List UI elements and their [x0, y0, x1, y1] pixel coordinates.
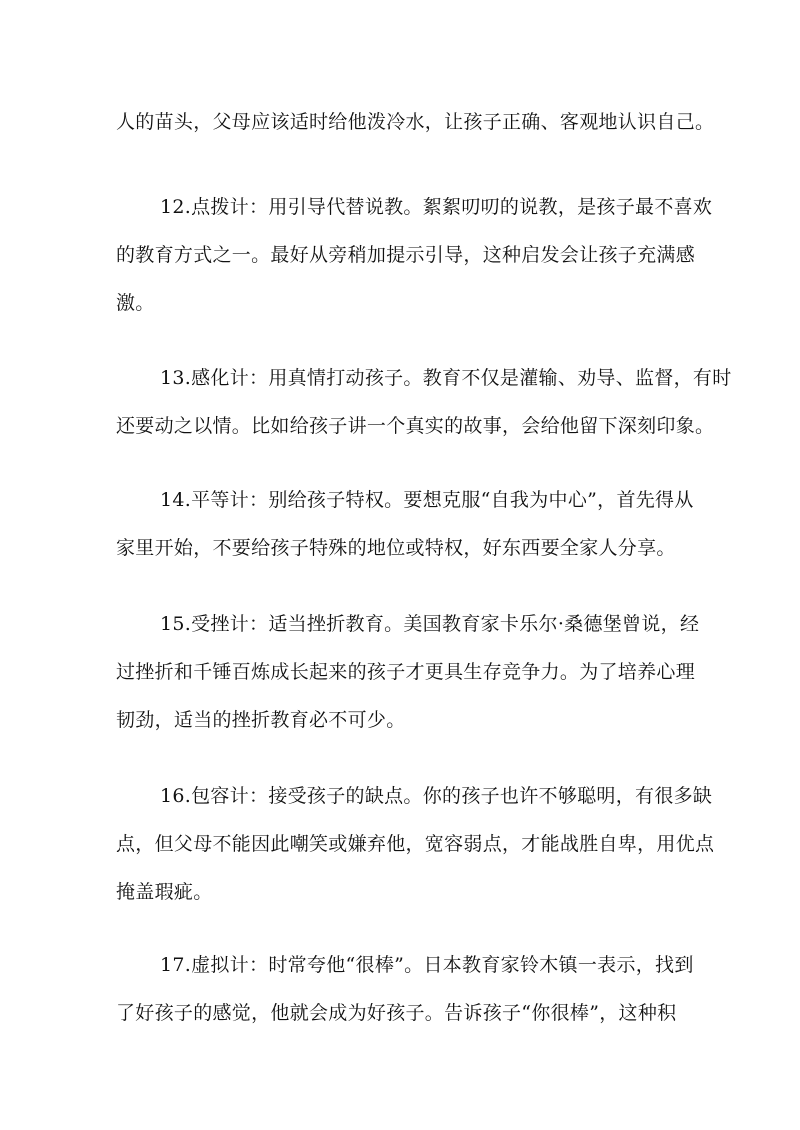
- text-line: 掩盖瑕疵。: [116, 881, 213, 903]
- paragraph-tip-16: [116, 772, 715, 916]
- paragraph-intro-continuation: [116, 98, 715, 146]
- text-line: 过挫折和千锤百炼成长起来的孩子才更具生存竞争力。为了培养心理: [116, 661, 696, 683]
- text-line: 韧劲，适当的挫折教育必不可少。: [116, 709, 406, 731]
- text-line: 13.感化计：用真情打动孩子。教育不仅是灌输、劝导、监督，有时: [160, 367, 732, 389]
- text-line: 人的苗头，父母应该适时给他泼冷水，让孩子正确、客观地认识自己。: [116, 111, 715, 133]
- text-line: 了好孩子的感觉，他就会成为好孩子。告诉孩子“你很棒”，这种积: [116, 1002, 677, 1024]
- paragraph-tip-15: [116, 600, 700, 744]
- paragraph-tip-14: [116, 476, 696, 572]
- text-line: 点，但父母不能因此嘲笑或嫌弃他，宽容弱点，才能战胜自卑，用优点: [116, 833, 715, 855]
- text-line: 还要动之以情。比如给孩子讲一个真实的故事，会给他留下深刻印象。: [116, 415, 715, 437]
- text-line: 15.受挫计：适当挫折教育。美国教育家卡乐尔·桑德堡曾说，经: [160, 613, 700, 635]
- text-line: 16.包容计：接受孩子的缺点。你的孩子也许不够聪明，有很多缺: [160, 785, 713, 807]
- text-line: 17.虚拟计：时常夸他“很棒”。日本教育家铃木镇一表示，找到: [160, 954, 694, 976]
- text-line: 的教育方式之一。最好从旁稍加提示引导，这种启发会让孩子充满感: [116, 244, 696, 266]
- paragraph-tip-13: [116, 354, 732, 450]
- text-line: 12.点拨计：用引导代替说教。絮絮叨叨的说教，是孩子最不喜欢: [160, 196, 713, 218]
- paragraph-tip-12: [116, 183, 713, 327]
- text-line: 家里开始，不要给孩子特殊的地位或特权，好东西要全家人分享。: [116, 537, 676, 559]
- paragraph-tip-17: [116, 941, 696, 1037]
- text-line: 激。: [116, 292, 155, 314]
- text-line: 14.平等计：别给孩子特权。要想克服“自我为中心”，首先得从: [160, 489, 694, 511]
